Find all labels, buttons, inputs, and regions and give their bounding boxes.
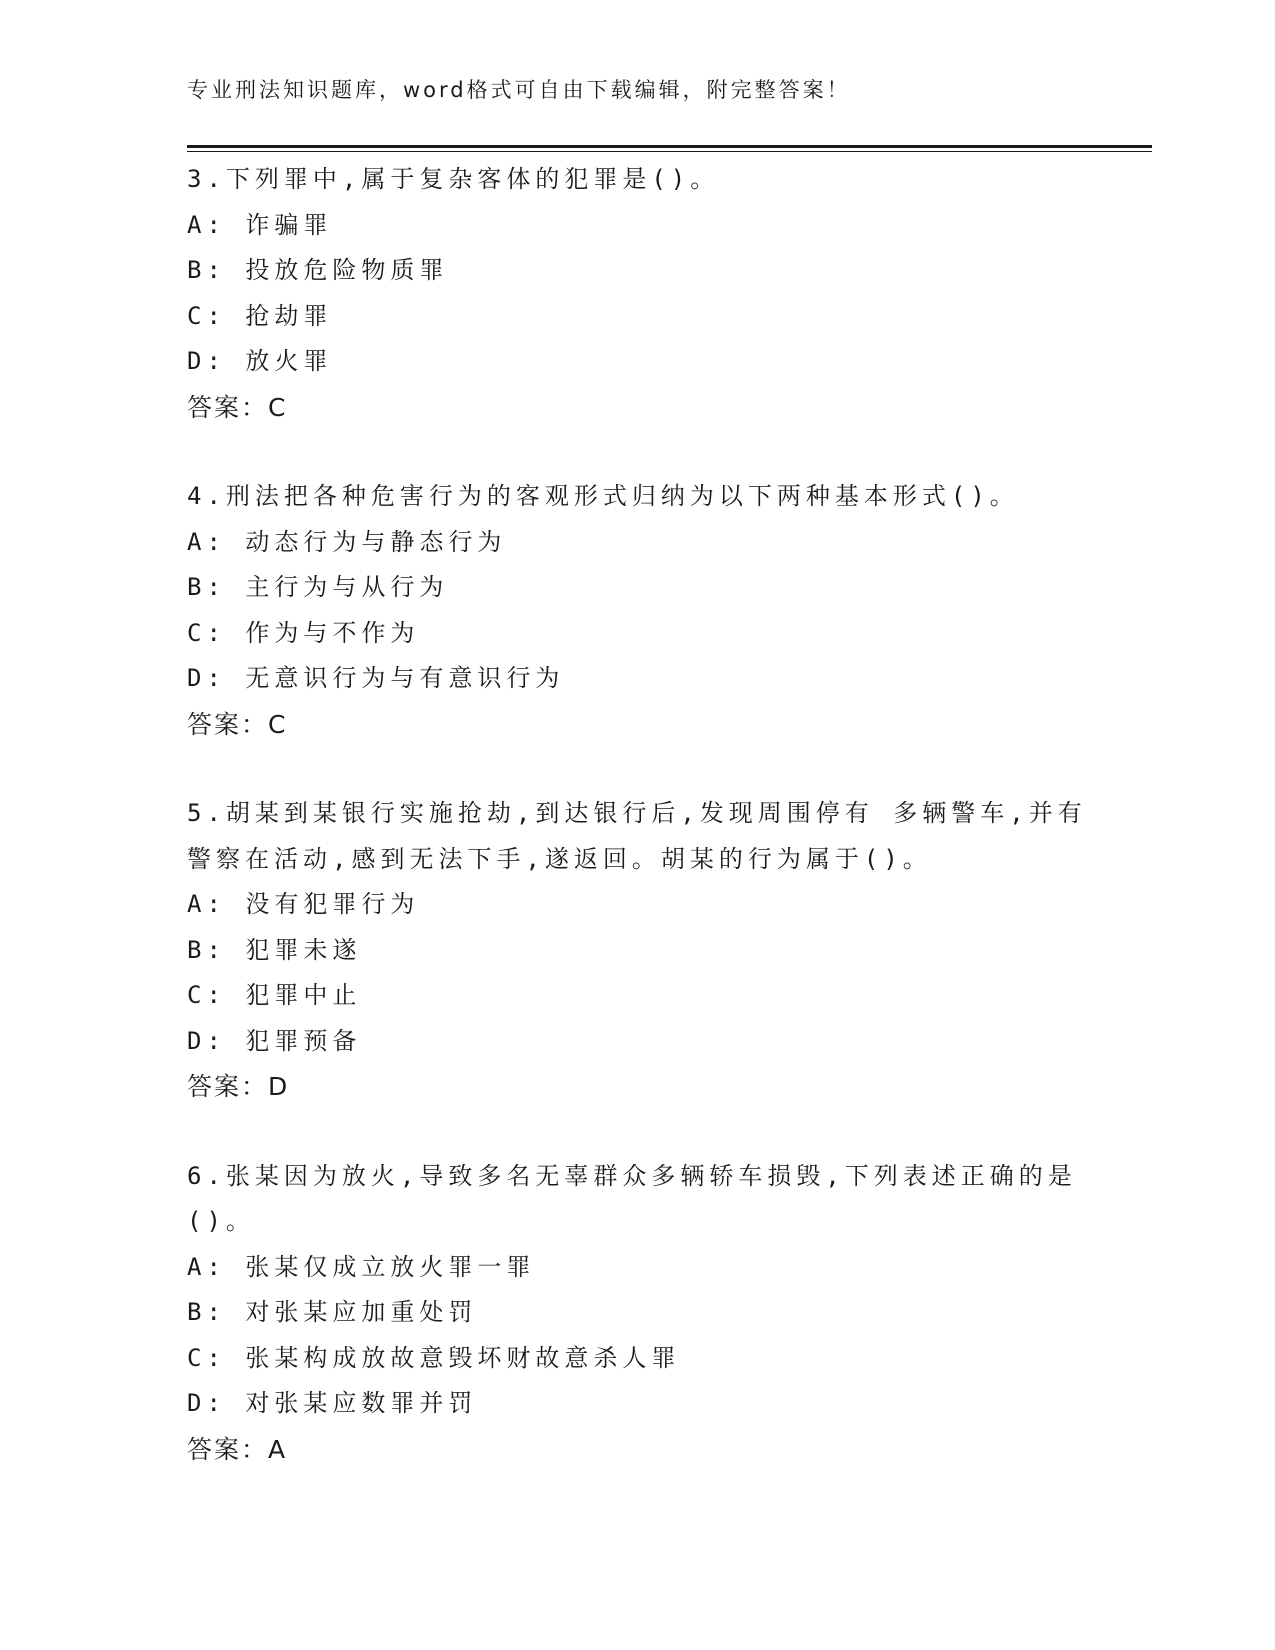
question-4	[187, 474, 1107, 747]
option-b: B: 投放危险物质罪	[187, 256, 449, 284]
option-a: A: 张某仅成立放火罪一罪	[187, 1252, 536, 1281]
question-5	[187, 791, 1107, 1110]
option-a: A: 没有犯罪行为	[187, 890, 420, 918]
question-stem: 4.刑法把各种危害行为的客观形式归纳为以下两种基本形式()。	[187, 482, 1019, 510]
option-c: C: 作为与不作为	[187, 618, 420, 647]
option-a: A: 动态行为与静态行为	[187, 527, 507, 556]
option-d: D: 对张某应数罪并罚	[187, 1389, 478, 1417]
page-header: 专业刑法知识题库，word格式可自由下载编辑，附完整答案！	[187, 78, 851, 102]
answer-line: 答案：A	[187, 1434, 288, 1464]
question-stem: 3.下列罪中,属于复杂客体的犯罪是()。	[187, 165, 720, 193]
option-b: B: 对张某应加重处罚	[187, 1298, 478, 1326]
answer-line: 答案：D	[187, 1072, 290, 1101]
option-d: D: 犯罪预备	[187, 1026, 362, 1055]
option-c: C: 张某构成放故意毁坏财故意杀人罪	[187, 1343, 681, 1372]
question-list	[187, 157, 1107, 1516]
question-stem: 6.张某因为放火,导致多名无辜群众多辆轿车损毁,下列表述正确的是()。	[187, 1161, 1077, 1235]
question-3	[187, 157, 1107, 430]
question-stem: 5.胡某到某银行实施抢劫,到达银行后,发现周围停有 多辆警车,并有警察在活动,感到无法下手,遂返回。胡某的行为属于()。	[187, 799, 1087, 873]
answer-line: 答案：C	[187, 709, 288, 739]
question-6	[187, 1154, 1107, 1473]
option-c: C: 抢劫罪	[187, 301, 333, 330]
answer-line: 答案：C	[187, 392, 288, 422]
option-b: B: 犯罪未遂	[187, 935, 362, 964]
option-d: D: 放火罪	[187, 347, 333, 375]
header-rule-thick	[187, 145, 1152, 148]
option-b: B: 主行为与从行为	[187, 573, 449, 601]
option-d: D: 无意识行为与有意识行为	[187, 664, 565, 692]
option-a: A: 诈骗罪	[187, 210, 333, 239]
option-c: C: 犯罪中止	[187, 981, 362, 1009]
header-rule-thin	[187, 151, 1152, 152]
